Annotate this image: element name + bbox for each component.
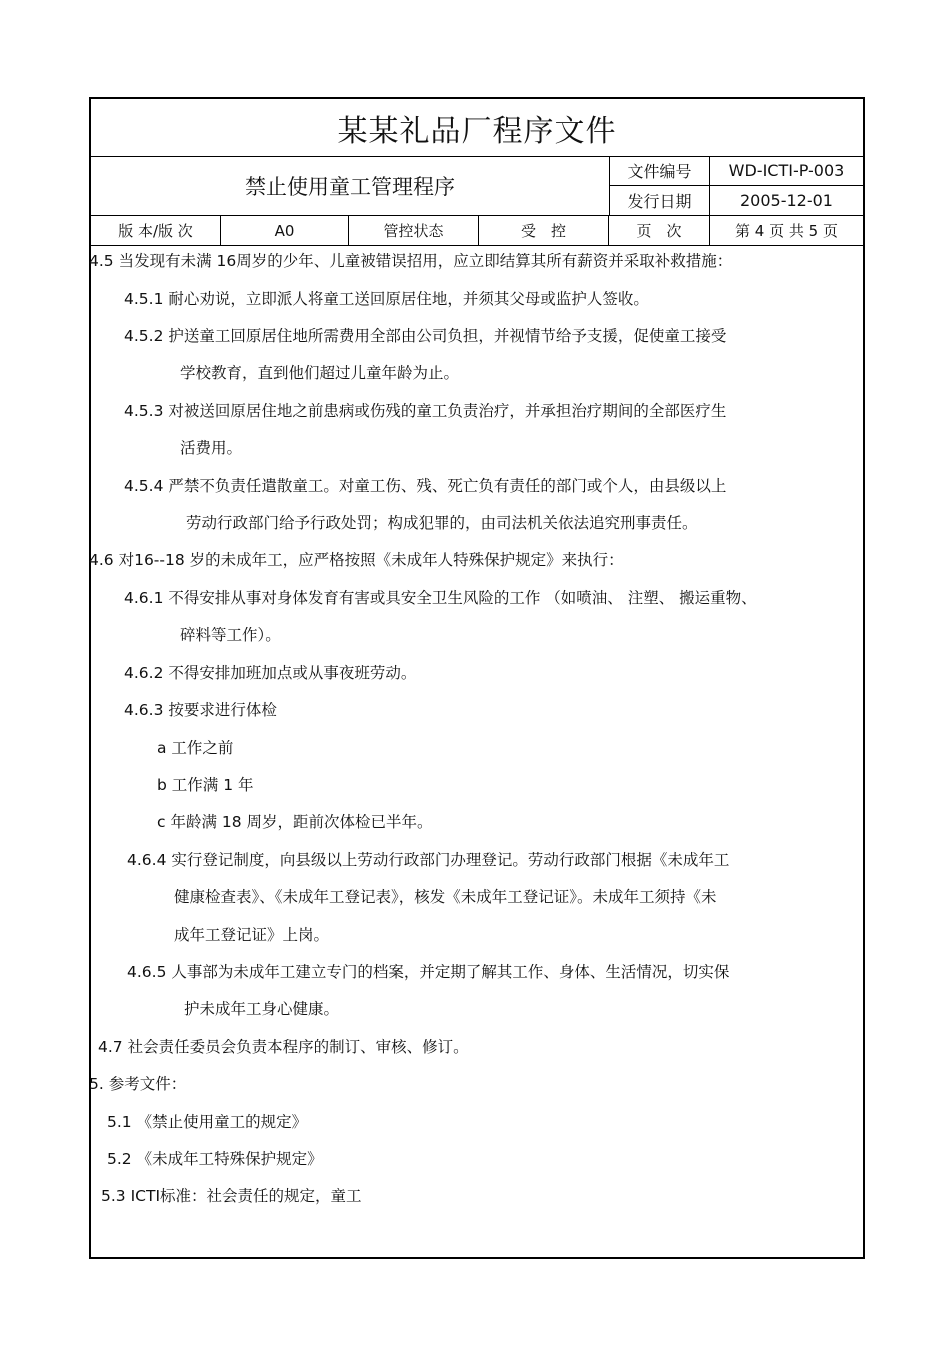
item-4-6-3-c: c 年龄满 18 周岁，距前次体检已半年。 (157, 813, 433, 831)
item-4-6-1-cont: 碎料等工作）。 (180, 626, 281, 644)
item-4-5-3-cont: 活费用。 (180, 439, 243, 457)
item-4-5-2-cont: 学校教育，直到他们超过儿童年龄为止。 (180, 364, 460, 382)
control-status-label: 管控状态 (349, 216, 479, 245)
item-4-5-2: 4.5.2 护送童工回原居住地所需费用全部由公司负担，并视情节给予支援，促使童工接受 (124, 327, 727, 345)
item-4-6-4-cont-2: 成年工登记证》上岗。 (174, 926, 330, 944)
document-title-row (91, 99, 863, 157)
item-4-6-1: 4.6.1 不得安排从事对身体发育有害或具安全卫生风险的工作 （如喷油、 注塑、 搬运重物、 (124, 589, 757, 607)
page-label: 页 次 (609, 216, 710, 245)
procedure-name: 禁止使用童工管理程序 (91, 156, 610, 215)
meta-row (91, 216, 863, 246)
item-4-5-4-cont: 劳动行政部门给予行政处罚；构成犯罪的，由司法机关依法追究刑事责任。 (186, 514, 698, 532)
item-4-6-5-cont: 护未成年工身心健康。 (184, 1000, 340, 1018)
item-4-6-3: 4.6.3 按要求进行体检 (124, 701, 277, 719)
section-4-5: 4.5 当发现有未满 16周岁的少年、儿童被错误招用，应立即结算其所有薪资并采取补救措施： (89, 252, 733, 270)
control-status-value: 受 控 (479, 216, 609, 245)
version-value: A0 (221, 216, 349, 245)
doc-number-label: 文件编号 (610, 156, 710, 186)
item-4-6-4-cont-1: 健康检查表》、《未成年工登记表》，核发《未成年工登记证》。未成年工须持《未 (174, 888, 717, 906)
issue-date-label: 发行日期 (610, 186, 710, 215)
doc-number: WD-ICTI-P-003 (710, 156, 863, 186)
document-title: 某某礼品厂程序文件 (337, 113, 617, 149)
item-4-6-4: 4.6.4 实行登记制度，向县级以上劳动行政部门办理登记。劳动行政部门根据《未成年工 (127, 851, 730, 869)
ref-5-3: 5.3 ICTI标准：社会责任的规定，童工 (101, 1187, 362, 1205)
ref-5-2: 5.2 《未成年工特殊保护规定》 (107, 1150, 323, 1168)
item-4-6-3-b: b 工作满 1 年 (157, 776, 254, 794)
section-4-7: 4.7 社会责任委员会负责本程序的制订、审核、修订。 (98, 1038, 469, 1056)
header-block (91, 156, 863, 216)
item-4-6-2: 4.6.2 不得安排加班加点或从事夜班劳动。 (124, 664, 417, 682)
item-4-6-3-a: a 工作之前 (157, 739, 234, 757)
document-frame (89, 97, 865, 1259)
ref-5-1: 5.1 《禁止使用童工的规定》 (107, 1113, 308, 1131)
page-value: 第 4 页 共 5 页 (735, 222, 838, 240)
item-4-5-3: 4.5.3 对被送回原居住地之前患病或伤残的童工负责治疗，并承担治疗期间的全部医疗生 (124, 402, 727, 420)
section-5: 5. 参考文件： (89, 1075, 187, 1093)
item-4-5-4: 4.5.4 严禁不负责任遣散童工。对童工伤、残、死亡负有责任的部门或个人，由县级以上 (124, 477, 727, 495)
item-4-5-1: 4.5.1 耐心劝说，立即派人将童工送回原居住地，并须其父母或监护人签收。 (124, 290, 649, 308)
version-label: 版 本/版 次 (91, 216, 221, 245)
section-4-6: 4.6 对16--18 岁的未成年工，应严格按照《未成年人特殊保护规定》来执行： (89, 551, 624, 569)
item-4-6-5: 4.6.5 人事部为未成年工建立专门的档案，并定期了解其工作、身体、生活情况，切实保 (127, 963, 730, 981)
issue-date: 2005-12-01 (740, 191, 833, 210)
